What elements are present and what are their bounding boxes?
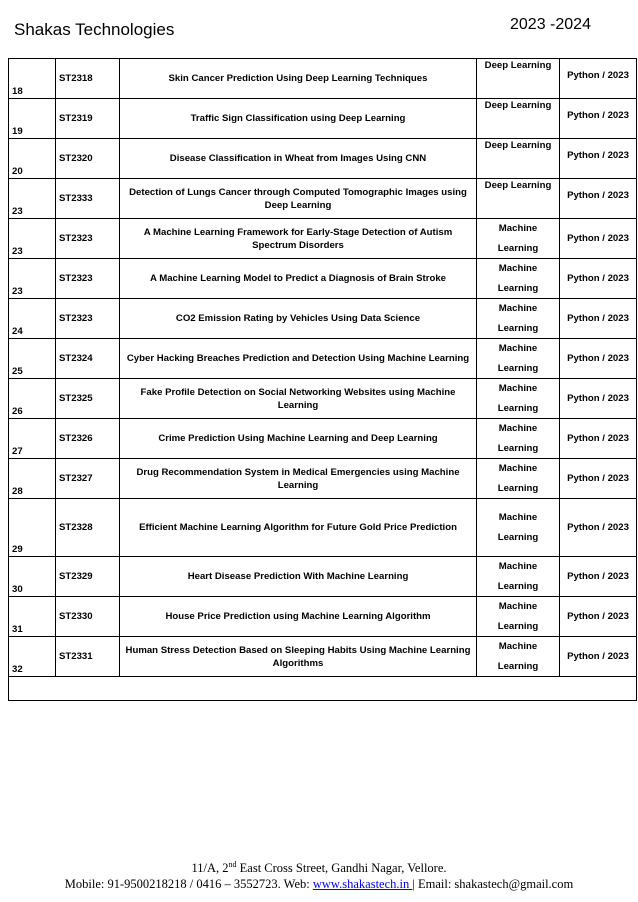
table-row bbox=[9, 139, 637, 179]
project-code: ST2328 bbox=[56, 499, 120, 557]
row-number: 32 bbox=[9, 637, 56, 677]
domain-line-2: Learning bbox=[497, 532, 539, 543]
domain-line-1: Machine bbox=[498, 601, 538, 612]
project-title: Skin Cancer Prediction Using Deep Learning Techniques bbox=[120, 59, 477, 99]
project-domain bbox=[477, 419, 560, 459]
project-domain bbox=[477, 459, 560, 499]
project-language-year: Python / 2023 bbox=[560, 499, 637, 557]
footer-address-superscript: nd bbox=[228, 860, 237, 869]
row-number: 30 bbox=[9, 557, 56, 597]
domain-line-2: Learning bbox=[497, 581, 539, 592]
project-code: ST2323 bbox=[56, 219, 120, 259]
project-language-year: Python / 2023 bbox=[560, 597, 637, 637]
project-code: ST2325 bbox=[56, 379, 120, 419]
project-code: ST2330 bbox=[56, 597, 120, 637]
domain-line-1: Machine bbox=[498, 383, 538, 394]
row-number: 24 bbox=[9, 299, 56, 339]
table-row bbox=[9, 179, 637, 219]
project-title: A Machine Learning Framework for Early-Stage Detection of Autism Spectrum Disorders bbox=[120, 219, 477, 259]
project-domain: Deep Learning bbox=[477, 179, 560, 219]
project-code: ST2318 bbox=[56, 59, 120, 99]
table-row bbox=[9, 299, 637, 339]
table-row bbox=[9, 59, 637, 99]
project-title: Crime Prediction Using Machine Learning and Deep Learning bbox=[120, 419, 477, 459]
table-row bbox=[9, 99, 637, 139]
footer-address-start: 11/A, 2 bbox=[191, 861, 229, 876]
project-domain bbox=[477, 499, 560, 557]
table-row bbox=[9, 259, 637, 299]
table-row bbox=[9, 557, 637, 597]
project-title: Cyber Hacking Breaches Prediction and Detection Using Machine Learning bbox=[120, 339, 477, 379]
project-language-year: Python / 2023 bbox=[560, 379, 637, 419]
project-domain: Deep Learning bbox=[477, 99, 560, 139]
project-domain: Deep Learning bbox=[477, 59, 560, 99]
table-row bbox=[9, 339, 637, 379]
project-code: ST2327 bbox=[56, 459, 120, 499]
row-number: 23 bbox=[9, 259, 56, 299]
project-language-year: Python / 2023 bbox=[560, 557, 637, 597]
project-code: ST2329 bbox=[56, 557, 120, 597]
row-number: 23 bbox=[9, 179, 56, 219]
project-title: Disease Classification in Wheat from Images Using CNN bbox=[120, 139, 477, 179]
row-number: 25 bbox=[9, 339, 56, 379]
table-row bbox=[9, 637, 637, 677]
domain-line-2: Learning bbox=[497, 443, 539, 454]
project-title: Human Stress Detection Based on Sleeping Habits Using Machine Learning Algorithms bbox=[120, 637, 477, 677]
project-title: A Machine Learning Model to Predict a Diagnosis of Brain Stroke bbox=[120, 259, 477, 299]
project-domain bbox=[477, 557, 560, 597]
project-title: Fake Profile Detection on Social Networking Websites using Machine Learning bbox=[120, 379, 477, 419]
project-code: ST2319 bbox=[56, 99, 120, 139]
domain-line-2: Learning bbox=[497, 363, 539, 374]
domain-line-1: Machine bbox=[498, 263, 538, 274]
project-title: Detection of Lungs Cancer through Computed Tomographic Images using Deep Learning bbox=[120, 179, 477, 219]
academic-year: 2023 -2024 bbox=[510, 16, 591, 33]
project-domain bbox=[477, 597, 560, 637]
table-row bbox=[9, 459, 637, 499]
project-code: ST2320 bbox=[56, 139, 120, 179]
footer-address bbox=[0, 860, 638, 876]
project-title: CO2 Emission Rating by Vehicles Using Data Science bbox=[120, 299, 477, 339]
project-domain bbox=[477, 219, 560, 259]
table-row bbox=[9, 419, 637, 459]
row-number: 29 bbox=[9, 499, 56, 557]
domain-line-2: Learning bbox=[497, 403, 539, 414]
domain-line-2: Learning bbox=[497, 483, 539, 494]
domain-line-2: Learning bbox=[497, 661, 539, 672]
table-row bbox=[9, 597, 637, 637]
projects-table-body bbox=[9, 59, 637, 701]
project-code: ST2331 bbox=[56, 637, 120, 677]
project-domain bbox=[477, 637, 560, 677]
footer-contact-phone: Mobile: 91-9500218218 / 0416 – 3552723. Web: bbox=[64, 877, 313, 891]
table-row bbox=[9, 219, 637, 259]
project-title: Traffic Sign Classification using Deep Learning bbox=[120, 99, 477, 139]
domain-line-2: Learning bbox=[497, 243, 539, 254]
domain-line-1: Machine bbox=[498, 343, 538, 354]
project-title: Heart Disease Prediction With Machine Learning bbox=[120, 557, 477, 597]
footer-address-end: East Cross Street, Gandhi Nagar, Vellore. bbox=[236, 861, 447, 876]
project-language-year: Python / 2023 bbox=[560, 139, 637, 179]
project-domain bbox=[477, 379, 560, 419]
project-language-year: Python / 2023 bbox=[560, 339, 637, 379]
project-language-year: Python / 2023 bbox=[560, 219, 637, 259]
project-title: House Price Prediction using Machine Learning Algorithm bbox=[120, 597, 477, 637]
project-language-year: Python / 2023 bbox=[560, 459, 637, 499]
company-name: Shakas Technologies bbox=[14, 20, 175, 39]
row-number: 19 bbox=[9, 99, 56, 139]
empty-cell bbox=[9, 677, 637, 701]
project-code: ST2323 bbox=[56, 299, 120, 339]
project-language-year: Python / 2023 bbox=[560, 419, 637, 459]
project-language-year: Python / 2023 bbox=[560, 259, 637, 299]
project-code: ST2333 bbox=[56, 179, 120, 219]
project-title: Drug Recommendation System in Medical Emergencies using Machine Learning bbox=[120, 459, 477, 499]
project-domain bbox=[477, 259, 560, 299]
projects-table bbox=[8, 58, 637, 701]
row-number: 28 bbox=[9, 459, 56, 499]
empty-row bbox=[9, 677, 637, 701]
domain-line-1: Machine bbox=[498, 641, 538, 652]
domain-line-2: Learning bbox=[497, 323, 539, 334]
domain-line-1: Machine bbox=[498, 223, 538, 234]
row-number: 31 bbox=[9, 597, 56, 637]
project-domain: Deep Learning bbox=[477, 139, 560, 179]
table-row bbox=[9, 499, 637, 557]
website-link[interactable]: www.shakastech.in bbox=[312, 877, 413, 891]
project-language-year: Python / 2023 bbox=[560, 99, 637, 139]
project-language-year: Python / 2023 bbox=[560, 59, 637, 99]
domain-line-1: Machine bbox=[498, 303, 538, 314]
domain-line-2: Learning bbox=[497, 283, 539, 294]
project-language-year: Python / 2023 bbox=[560, 637, 637, 677]
domain-line-1: Machine bbox=[498, 512, 538, 523]
project-code: ST2326 bbox=[56, 419, 120, 459]
project-code: ST2324 bbox=[56, 339, 120, 379]
row-number: 20 bbox=[9, 139, 56, 179]
project-title: Efficient Machine Learning Algorithm for Future Gold Price Prediction bbox=[120, 499, 477, 557]
row-number: 18 bbox=[9, 59, 56, 99]
project-language-year: Python / 2023 bbox=[560, 179, 637, 219]
domain-line-1: Machine bbox=[498, 463, 538, 474]
project-domain bbox=[477, 339, 560, 379]
domain-line-1: Machine bbox=[498, 423, 538, 434]
footer-contact-email: | Email: shakastech@gmail.com bbox=[412, 877, 574, 891]
footer-contact bbox=[0, 877, 638, 892]
table-row bbox=[9, 379, 637, 419]
project-domain bbox=[477, 299, 560, 339]
project-code: ST2323 bbox=[56, 259, 120, 299]
row-number: 26 bbox=[9, 379, 56, 419]
domain-line-2: Learning bbox=[497, 621, 539, 632]
row-number: 23 bbox=[9, 219, 56, 259]
row-number: 27 bbox=[9, 419, 56, 459]
project-language-year: Python / 2023 bbox=[560, 299, 637, 339]
domain-line-1: Machine bbox=[498, 561, 538, 572]
